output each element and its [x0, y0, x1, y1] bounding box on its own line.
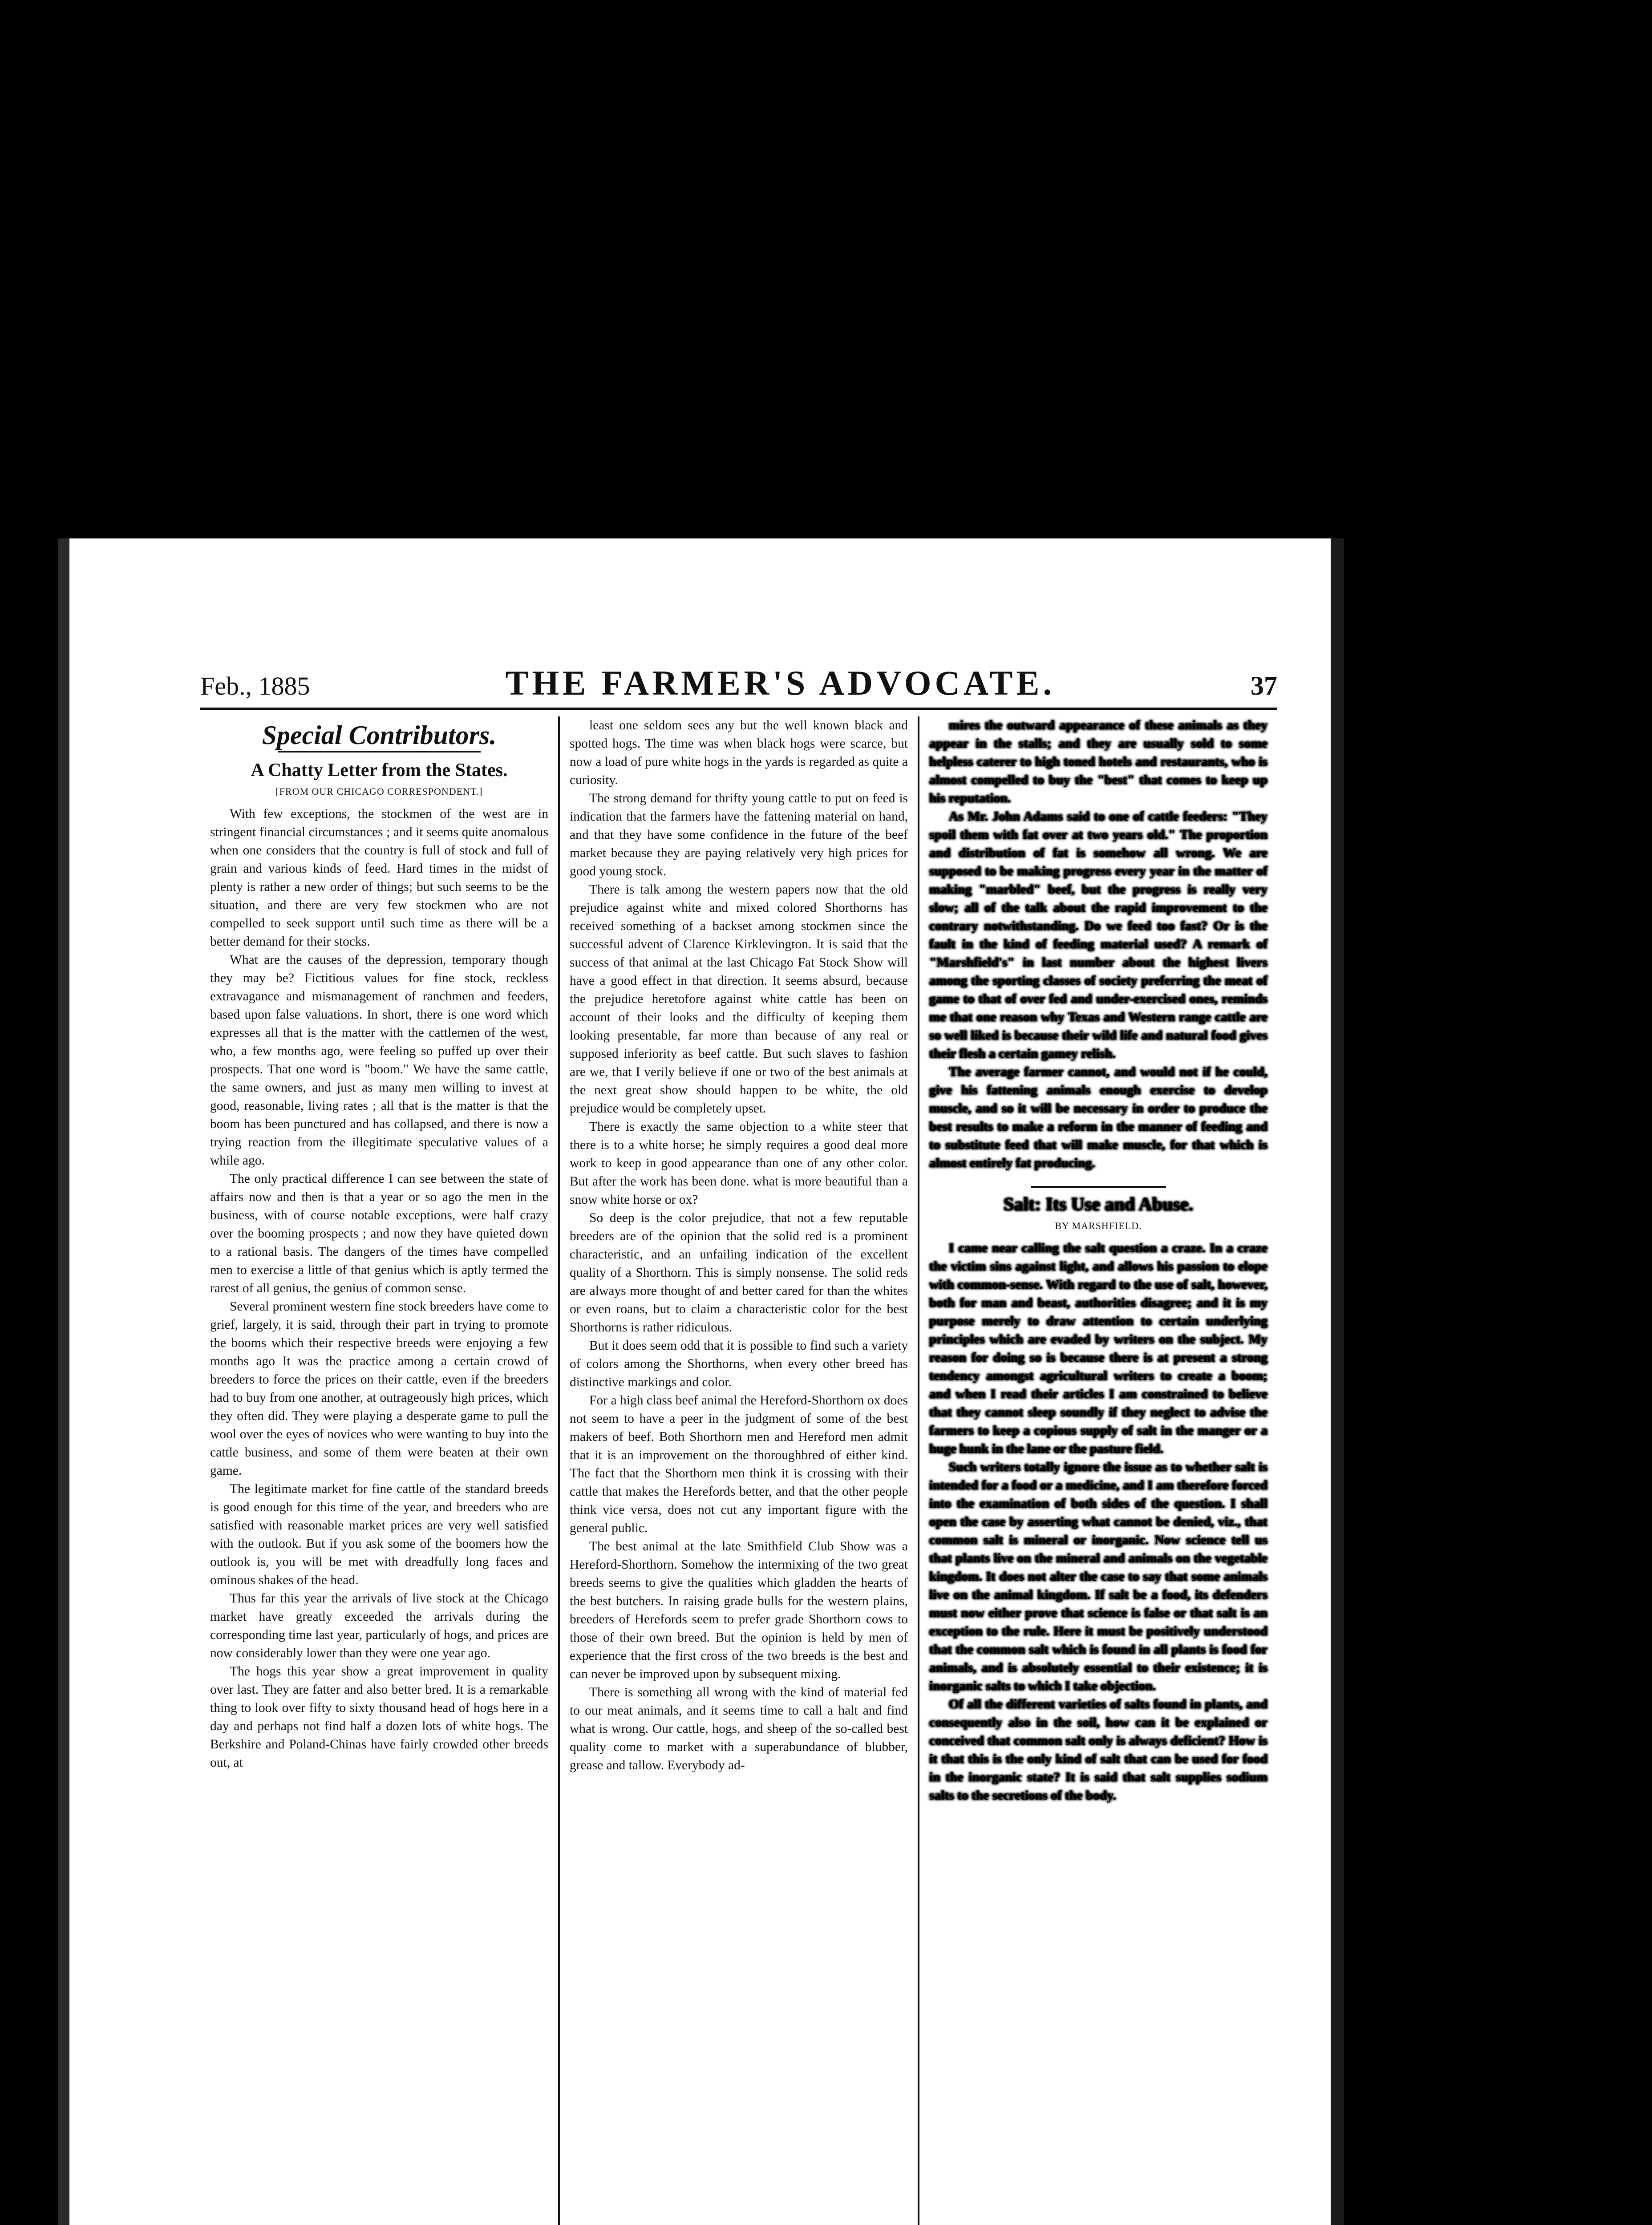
paragraph: So deep is the color prejudice, that not a few reputable breeders are of the opinion that the solid red is a prominent characteristic, and an unfailing indication of the excellent quality of a Shorthorn. This is simply nonsense. The solid reds are always more thought of and better cared for than the whites or even roans, but to claim a characteristic color for the best Shorthorns is rather ridiculous.: [570, 1211, 908, 1335]
article-byline: BY MARSHFIELD.: [1055, 1220, 1142, 1231]
paragraph: The average farmer cannot, and would not if he could, give his fattening animals enough exercise to develop muscle, and so it will be necessary in order to produce the best results to make a reform in the manner of feeding and to substitute feed that will make muscle, for that which is almost entirely fat producing.: [929, 1065, 1267, 1170]
paragraph: The strong demand for thrifty young cattle to put on feed is indication that the farmers have the fattening material on hand, and that they have some confidence in the future of the beef market because they are paying relatively very high prices for good young stock.: [570, 791, 908, 878]
section-title: Special Contributors.: [262, 720, 497, 750]
paragraph: The best animal at the late Smithfield Club Show was a Hereford-Shorthorn. Somehow the intermixing of the two great breeds seems to give the qualities which gladden the hearts of the best butchers. In raising grade bulls for the western plains, breeders of Herefords seem to prefer grade Shorthorn cows to those of their own breed. But the opinion is held by men of experience that the first cross of the two breeds is the best and can never be improved upon by subsequent mixing.: [570, 1539, 908, 1681]
column-2: [558, 716, 918, 2225]
paragraph: Such writers totally ignore the issue as to whether salt is intended for a food or a medicine, and I am therefore forced into the examination of both sides of the question. I shall open the case by asserting what cannot be denied, viz., that common salt is mineral or inorganic. Now science tell us that plants live on the mineral and animals on the vegetable kingdom. It does not alter the case to say that some animals live on the animal kingdom. If salt be a food, its defenders must now either prove that science is false or that salt is an exception to the rule. Here it must be positively understood that the common salt which is found in all plants is food for animals, and is absolutely essential to their existence; it is inorganic salts to which I take objection.: [929, 1460, 1267, 1693]
column-3: [918, 716, 1277, 2225]
paragraph: What are the causes of the depression, temporary though they may be? Fictitious values for fine stock, reckless extravagance and mismanagement of ranchmen and feeders, based upon false valuations. In short, there is one word which expresses all that is the matter with the cattlemen of the west, who, a few months ago, were feeling so puffed up over their prospects. That one word is "boom." We have the same cattle, the same owners, and just as many men willing to invest at good, reasonable, living rates ; all that is the matter is that the boom has been punctured and has collapsed, and there is now a trying reaction from the illegitimate speculative values of a while ago.: [210, 953, 548, 1168]
paragraph: As Mr. John Adams said to one of cattle feeders: "They spoil them with fat over at two years old." The proportion and distribution of fat is somehow all wrong. We are supposed to be making progress every year in the matter of making "marbled" beef, but the progress is really very slow; all of the talk about the rapid improvement to the contrary notwithstanding. Do we feed too fast? Or is the fault in the kind of feeding material used? A remark of "Marshfield's" in last number about the highest livers among the sporting classes of society preferring the meat of game to that of over fed and under-exercised ones, reminds me that one reason why Texas and Western range cattle are so well liked is because their wild life and natural food gives their flesh a certain gamey relish.: [929, 809, 1267, 1061]
paragraph: Thus far this year the arrivals of live stock at the Chicago market have greatly exceeded the arrivals during the corresponding time last year, particularly of hogs, and prices are now considerably lower than they were one year ago.: [210, 1591, 548, 1660]
masthead: THE FARMER'S ADVOCATE.: [505, 663, 1055, 702]
newspaper-page: [58, 538, 1344, 2225]
article-title: A Chatty Letter from the States.: [251, 760, 508, 781]
section-rule: [278, 751, 481, 752]
issue-date: Feb., 1885: [200, 672, 310, 700]
paragraph: Several prominent western fine stock breeders have come to grief, largely, it is said, through their part in trying to promote the booms which their respective breeds were enjoying a few months ago It was the practice among a certain crowd of breeders to force the prices on their cattle, even if the breeders had to buy from one another, at outrageously high prices, which they often did. They were playing a desperate game to pull the wool over the eyes of novices who were wanting to buy into the cattle business, and some of them were beaten at their own game.: [210, 1299, 548, 1478]
column-1: [200, 716, 558, 2225]
paragraph: Of all the different varieties of salts found in plants, and consequently also in the soil, how can it be explained or conceived that common salt only is always deficient? How is it that this is the only kind of salt that can be used for food in the inorganic state? It is said that salt supplies sodium salts to the secretions of the body.: [929, 1697, 1267, 1803]
paragraph: mires the outward appearance of these animals as they appear in the stalls; and they are usually sold to some helpless caterer to high toned hotels and restaurants, who is almost compelled to buy the "best" that comes to keep up his reputation.: [929, 718, 1267, 805]
page-number: 37: [1250, 671, 1277, 700]
paragraph: The legitimate market for fine cattle of the standard breeds is good enough for this time of the year, and breeders who are satisfied with reasonable market prices are very well satisfied with the outlook. But if you ask some of the boomers how the outlook is, you will be met with dreadfully long faces and ominous shakes of the head.: [210, 1482, 548, 1587]
header-rule: [200, 708, 1277, 710]
paragraph: least one seldom sees any but the well known black and spotted hogs. The time was when black hogs were scarce, but now a load of pure white hogs in the yards is regarded as quite a curiosity.: [570, 718, 908, 787]
paragraph: There is something all wrong with the kind of material fed to our meat animals, and it seems time to call a halt and find what is wrong. Our cattle, hogs, and sheep of the so-called best quality come to market with a superabundance of blubber, grease and tallow. Everybody ad-: [570, 1685, 908, 1772]
paragraph: There is exactly the same objection to a white steer that there is to a white horse; he simply requires a good deal more work to keep in good appearance than one of any other color. But after the work has been done. what is more beautiful than a snow white horse or ox?: [570, 1120, 908, 1207]
paragraph: The hogs this year show a great improvement in quality over last. They are fatter and also better bred. It is a remarkable thing to look over fifty to sixty thousand head of hogs here in a day and perhaps not find half a dozen lots of white hogs. The Berkshire and Poland-Chinas have fairly crowded other breeds out, at: [210, 1664, 548, 1770]
paragraph: With few exceptions, the stockmen of the west are in stringent financial circumstances ; and it seems quite anomalous when one considers that the country is full of stock and full of grain and various kinds of feed. Hard times in the midst of plenty is rather a new order of things; but such seems to be the situation, and there are very few stockmen who are not compelled to seek support until such time as there will be a better demand for their stocks.: [210, 807, 548, 949]
paragraph: I came near calling the salt question a craze. In a craze the victim sins against light, and allows his passion to elope with common-sense. With regard to the use of salt, however, both for man and beast, authorities disagree; and it is my purpose merely to draw attention to certain underlying principles which are evaded by writers on the subject. My reason for doing so is because there is at present a strong tendency amongst agricultural writers to create a boom; and when I read their articles I am constrained to believe that they cannot sleep soundly if they neglect to advise the farmers to keep a copious supply of salt in the manger or a huge hunk in the lane or the pasture field.: [929, 1241, 1267, 1456]
article-divider: [1031, 1186, 1166, 1188]
paragraph: The only practical difference I can see between the state of affairs now and then is that a year or so ago the men in the business, with of course notable exceptions, were half crazy over the booming prospects ; and now they have quieted down to a rational basis. The dangers of the times have compelled men to exercise a little of that genius which is aptly termed the rarest of all genius, the genius of common sense.: [210, 1172, 548, 1295]
paragraph: There is talk among the western papers now that the old prejudice against white and mixed colored Shorthorns has received something of a backset among stockmen since the successful advent of Clarence Kirklevington. It is said that the success of that animal at the last Chicago Fat Stock Show will have a good effect in that direction. It seems absurd, because the prejudice heretofore against white cattle has been on account of their looks and the difficulty of keeping them looking presentable, far more than because of any real or supposed inferiority as beef cattle. But such slaves to fashion are we, that I verily believe if one or two of the best animals at the next great show should happen to be white, the old prejudice would be completely upset.: [570, 882, 908, 1116]
article-byline: [FROM OUR CHICAGO CORRESPONDENT.]: [275, 786, 483, 797]
paragraph: For a high class beef animal the Hereford-Shorthorn ox does not seem to have a peer in the judgment of some of the best makers of beef. Both Shorthorn men and Hereford men admit that it is an improvement on the thoroughbred of either kind. The fact that the Shorthorn men think it is crossing with their cattle that makes the Herefords better, and that the other people think vice versa, does not cut any important figure with the general public.: [570, 1393, 908, 1535]
paragraph: But it does seem odd that it is possible to find such a variety of colors among the Shorthorns, when every other breed has distinctive markings and color.: [570, 1339, 908, 1389]
page-header: [200, 663, 1277, 703]
article-title: Salt: Its Use and Abuse.: [1004, 1194, 1193, 1215]
columns: [200, 716, 1277, 2225]
